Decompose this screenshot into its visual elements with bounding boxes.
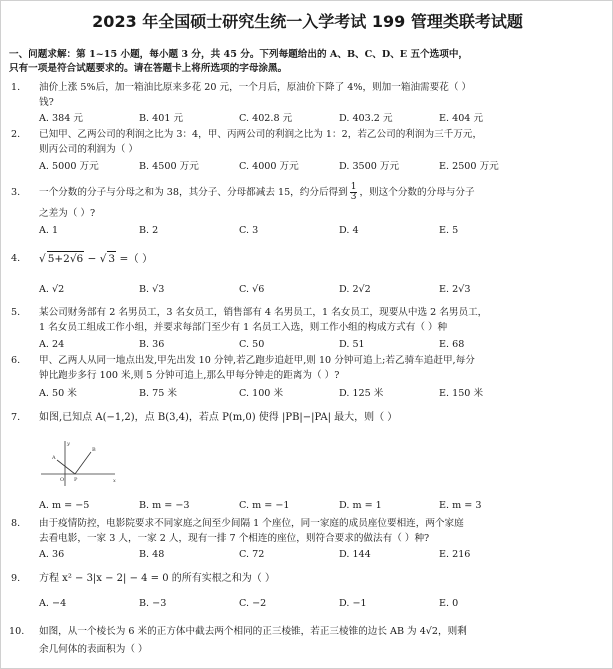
question-1-text: 油价上涨 5%后，加一箱油比原来多花 20 元，一个月后，原油价下降了 4%，则加一箱油需要花（ ） (39, 82, 472, 93)
segment-pb (75, 452, 91, 474)
question-3-number: 3. (11, 187, 21, 198)
option-e[interactable]: E. 5 (439, 225, 459, 236)
question-3-options (39, 225, 539, 237)
option-b[interactable]: B. 75 米 (139, 388, 178, 399)
question-3-text-cont: 之差为（ ）? (39, 208, 96, 219)
question-5-text-cont: 1 名女员工组成工作小组，并要求每部门至少有 1 名员工入选，则工作小组的构成方式有（ ）种 (39, 322, 448, 333)
option-e[interactable]: E. 150 米 (439, 388, 484, 399)
question-10-number: 10. (9, 626, 25, 637)
option-a[interactable]: A. 1 (39, 225, 59, 236)
question-9-text: 方程 x² − 3|x − 2| − 4 = 0 的所有实根之和为（ ） (39, 573, 275, 584)
option-d[interactable]: D. 3500 万元 (339, 161, 400, 172)
fraction-denominator: 3 (350, 192, 357, 202)
option-b[interactable]: B. 2 (139, 225, 159, 236)
option-b[interactable]: B. √3 (139, 284, 165, 295)
segment-pa (57, 460, 75, 474)
question-5-text: 某公司财务部有 2 名男员工，3 名女员工，销售部有 4 名男员工，1 名女员工，现要从中选 2 名男员工， (39, 307, 488, 318)
option-c[interactable]: C. m = −1 (239, 500, 290, 511)
question-6-number: 6. (11, 355, 21, 366)
question-4-options (39, 284, 539, 296)
option-e[interactable]: E. 68 (439, 339, 465, 350)
outer-radicand: 5+2√6 (47, 253, 84, 265)
question-8-text: 由于疫情防控，电影院要求不同家庭之间至少间隔 1 个座位，同一家庭的成员座位要相连，两个家庭 (39, 518, 464, 529)
option-e[interactable]: E. 0 (439, 598, 459, 609)
question-9-options (39, 598, 539, 610)
option-d[interactable]: D. −1 (339, 598, 367, 609)
point-a-label: A (52, 455, 56, 461)
question-7-number: 7. (11, 412, 21, 423)
fraction-one-third (350, 183, 358, 202)
option-d[interactable]: D. 144 (339, 549, 371, 560)
question-8-number: 8. (11, 518, 21, 529)
option-c[interactable]: C. 4000 万元 (239, 161, 299, 172)
option-d[interactable]: D. 403.2 元 (339, 113, 393, 124)
question-2-number: 2. (11, 129, 21, 140)
option-d[interactable]: D. 125 米 (339, 388, 384, 399)
question-6-text: 甲、乙两人从同一地点出发,甲先出发 10 分钟,若乙跑步追赶甲,则 10 分钟可追上;若乙骑车追赶甲,每分 (39, 355, 475, 366)
question-1-number: 1. (11, 82, 21, 93)
question-7-options (39, 500, 539, 512)
question-1-text-cont: 钱? (39, 97, 54, 108)
option-d[interactable]: D. 51 (339, 339, 365, 350)
option-b[interactable]: B. m = −3 (139, 500, 190, 511)
question-1-options (39, 113, 539, 125)
exam-title: 2023 年全国硕士研究生统一入学考试 199 管理类联考试题 (92, 12, 523, 31)
question-3-text-a: 一个分数的分子与分母之和为 38，其分子、分母都减去 15，约分后得到 (39, 187, 348, 198)
option-b[interactable]: B. 4500 万元 (139, 161, 199, 172)
option-a[interactable]: A. 5000 万元 (39, 161, 99, 172)
question-4-number: 4. (11, 253, 21, 264)
option-c[interactable]: C. √6 (239, 284, 265, 295)
option-c[interactable]: C. 402.8 元 (239, 113, 293, 124)
option-e[interactable]: E. 2√3 (439, 284, 471, 295)
section-instructions-line-2: 只有一项是符合试题要求的。请在答题卡上将所选项的字母涂黑。 (9, 63, 288, 74)
option-c[interactable]: C. 50 (239, 339, 265, 350)
fraction-numerator: 1 (350, 182, 357, 192)
option-d[interactable]: D. 4 (339, 225, 359, 236)
question-10-text: 如图，从一个棱长为 6 米的正方体中截去两个相同的正三棱锥，若正三棱锥的边长 AB 为 4√2，则剩 (39, 626, 467, 637)
option-a[interactable]: A. −4 (39, 598, 67, 609)
question-3-text (39, 182, 475, 204)
origin-label: O (60, 477, 65, 483)
question-10-text-cont: 余几何体的表面积为（ ） (39, 644, 148, 655)
option-a[interactable]: A. 36 (39, 549, 65, 560)
question-2-text-cont: 则丙公司的利润为（ ） (39, 144, 138, 155)
question-7-text: 如图,已知点 A(−1,2)，点 B(3,4)，若点 P(m,0) 使得 |PB|−|PA| 最大，则（ ） (39, 412, 398, 423)
question-6-options (39, 388, 539, 400)
option-c[interactable]: C. 100 米 (239, 388, 284, 399)
question-8-text-cont: 去看电影，一家 3 人，一家 2 人，现有一排 7 个相连的座位，则符合要求的做法有（ ）种? (39, 533, 430, 544)
question-3-text-b: ，则这个分数的分母与分子 (359, 187, 475, 198)
option-c[interactable]: C. 72 (239, 549, 265, 560)
option-c[interactable]: C. 3 (239, 225, 259, 236)
question-5-options (39, 339, 539, 351)
option-b[interactable]: B. 401 元 (139, 113, 184, 124)
option-b[interactable]: B. −3 (139, 598, 167, 609)
inner-radicand: 3 (108, 253, 116, 265)
option-a[interactable]: A. 24 (39, 339, 65, 350)
option-d[interactable]: D. 2√2 (339, 284, 371, 295)
option-e[interactable]: E. 404 元 (439, 113, 484, 124)
point-p-label: P (74, 477, 78, 483)
option-b[interactable]: B. 48 (139, 549, 165, 560)
question-9-number: 9. (11, 573, 21, 584)
section-instructions-line-1: 一、问题求解：第 1~15 小题，每小题 3 分，共 45 分。下列每题给出的 A、B、C、D、E 五个选项中， (9, 49, 469, 60)
equals-blank: =（ ） (119, 253, 153, 265)
coordinate-diagram (37, 438, 119, 488)
question-2-text: 已知甲、乙两公司的利润之比为 3：4，甲、丙两公司的利润之比为 1：2，若乙公司的利润为三千万元， (39, 129, 483, 140)
question-4-expression: √ 5+2√6 − √ 3 =（ ） (39, 253, 153, 265)
question-2-options (39, 161, 539, 173)
minus-sign: − (87, 253, 97, 265)
option-b[interactable]: B. 36 (139, 339, 165, 350)
option-a[interactable]: A. 384 元 (39, 113, 83, 124)
option-c[interactable]: C. −2 (239, 598, 267, 609)
question-6-text-cont: 钟比跑步多行 100 米,则 5 分钟可追上,那么甲每分钟走的距离为（ ）? (39, 370, 340, 381)
point-b-label: B (92, 447, 96, 453)
option-a[interactable]: A. √2 (39, 284, 65, 295)
option-e[interactable]: E. 216 (439, 549, 471, 560)
option-a[interactable]: A. m = −5 (39, 500, 90, 511)
option-d[interactable]: D. m = 1 (339, 500, 382, 511)
option-e[interactable]: E. m = 3 (439, 500, 482, 511)
question-8-options (39, 549, 539, 561)
option-a[interactable]: A. 50 米 (39, 388, 77, 399)
x-label: x (113, 478, 116, 484)
y-label: y (67, 441, 70, 447)
option-e[interactable]: E. 2500 万元 (439, 161, 499, 172)
question-5-number: 5. (11, 307, 21, 318)
